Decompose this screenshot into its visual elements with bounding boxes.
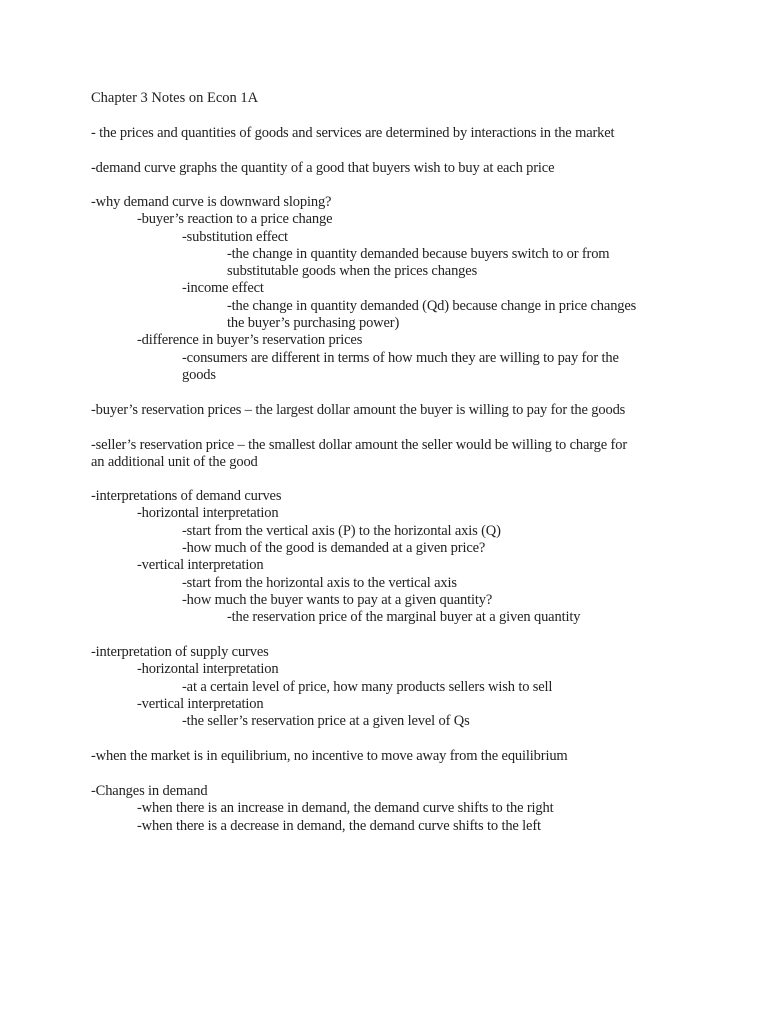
note-line: -demand curve graphs the quantity of a good that buyers wish to buy at each price (91, 160, 555, 176)
note-line: -at a certain level of price, how many products sellers wish to sell (182, 679, 553, 695)
note-line: -how much of the good is demanded at a given price? (182, 540, 486, 556)
note-line: goods (182, 367, 216, 383)
note-line: -the change in quantity demanded because buyers switch to or from (227, 246, 610, 262)
note-line: - the prices and quantities of goods and services are determined by interactions in the market (91, 125, 615, 141)
note-line: -vertical interpretation (137, 557, 264, 573)
note-line: -horizontal interpretation (137, 661, 279, 677)
note-line: an additional unit of the good (91, 454, 258, 470)
note-line: -difference in buyer’s reservation prices (137, 332, 363, 348)
note-line: -buyer’s reaction to a price change (137, 211, 333, 227)
note-line: -when there is an increase in demand, the demand curve shifts to the right (137, 800, 554, 816)
note-line: -how much the buyer wants to pay at a given quantity? (182, 592, 493, 608)
note-line: -why demand curve is downward sloping? (91, 194, 332, 210)
note-line: -start from the vertical axis (P) to the horizontal axis (Q) (182, 523, 501, 539)
note-line: substitutable goods when the prices changes (227, 263, 478, 279)
note-line: -income effect (182, 280, 264, 296)
note-line: -interpretations of demand curves (91, 488, 282, 504)
note-line: -buyer’s reservation prices – the largest dollar amount the buyer is willing to pay for the goods (91, 402, 626, 418)
note-line: -Changes in demand (91, 783, 208, 799)
note-line: -vertical interpretation (137, 696, 264, 712)
note-line: -when the market is in equilibrium, no incentive to move away from the equilibrium (91, 748, 568, 764)
note-line: -horizontal interpretation (137, 505, 279, 521)
note-line: -the seller’s reservation price at a given level of Qs (182, 713, 470, 729)
document-title: Chapter 3 Notes on Econ 1A (91, 90, 259, 106)
note-line: -substitution effect (182, 229, 288, 245)
note-line: -the change in quantity demanded (Qd) because change in price changes (227, 298, 637, 314)
note-line: the buyer’s purchasing power) (227, 315, 400, 331)
note-line: -interpretation of supply curves (91, 644, 269, 660)
note-line: -the reservation price of the marginal buyer at a given quantity (227, 609, 581, 625)
note-line: -consumers are different in terms of how much they are willing to pay for the (182, 350, 619, 366)
note-line: -start from the horizontal axis to the vertical axis (182, 575, 457, 591)
note-line: -when there is a decrease in demand, the demand curve shifts to the left (137, 818, 541, 834)
note-line: -seller’s reservation price – the smallest dollar amount the seller would be willing to charge for (91, 437, 628, 453)
